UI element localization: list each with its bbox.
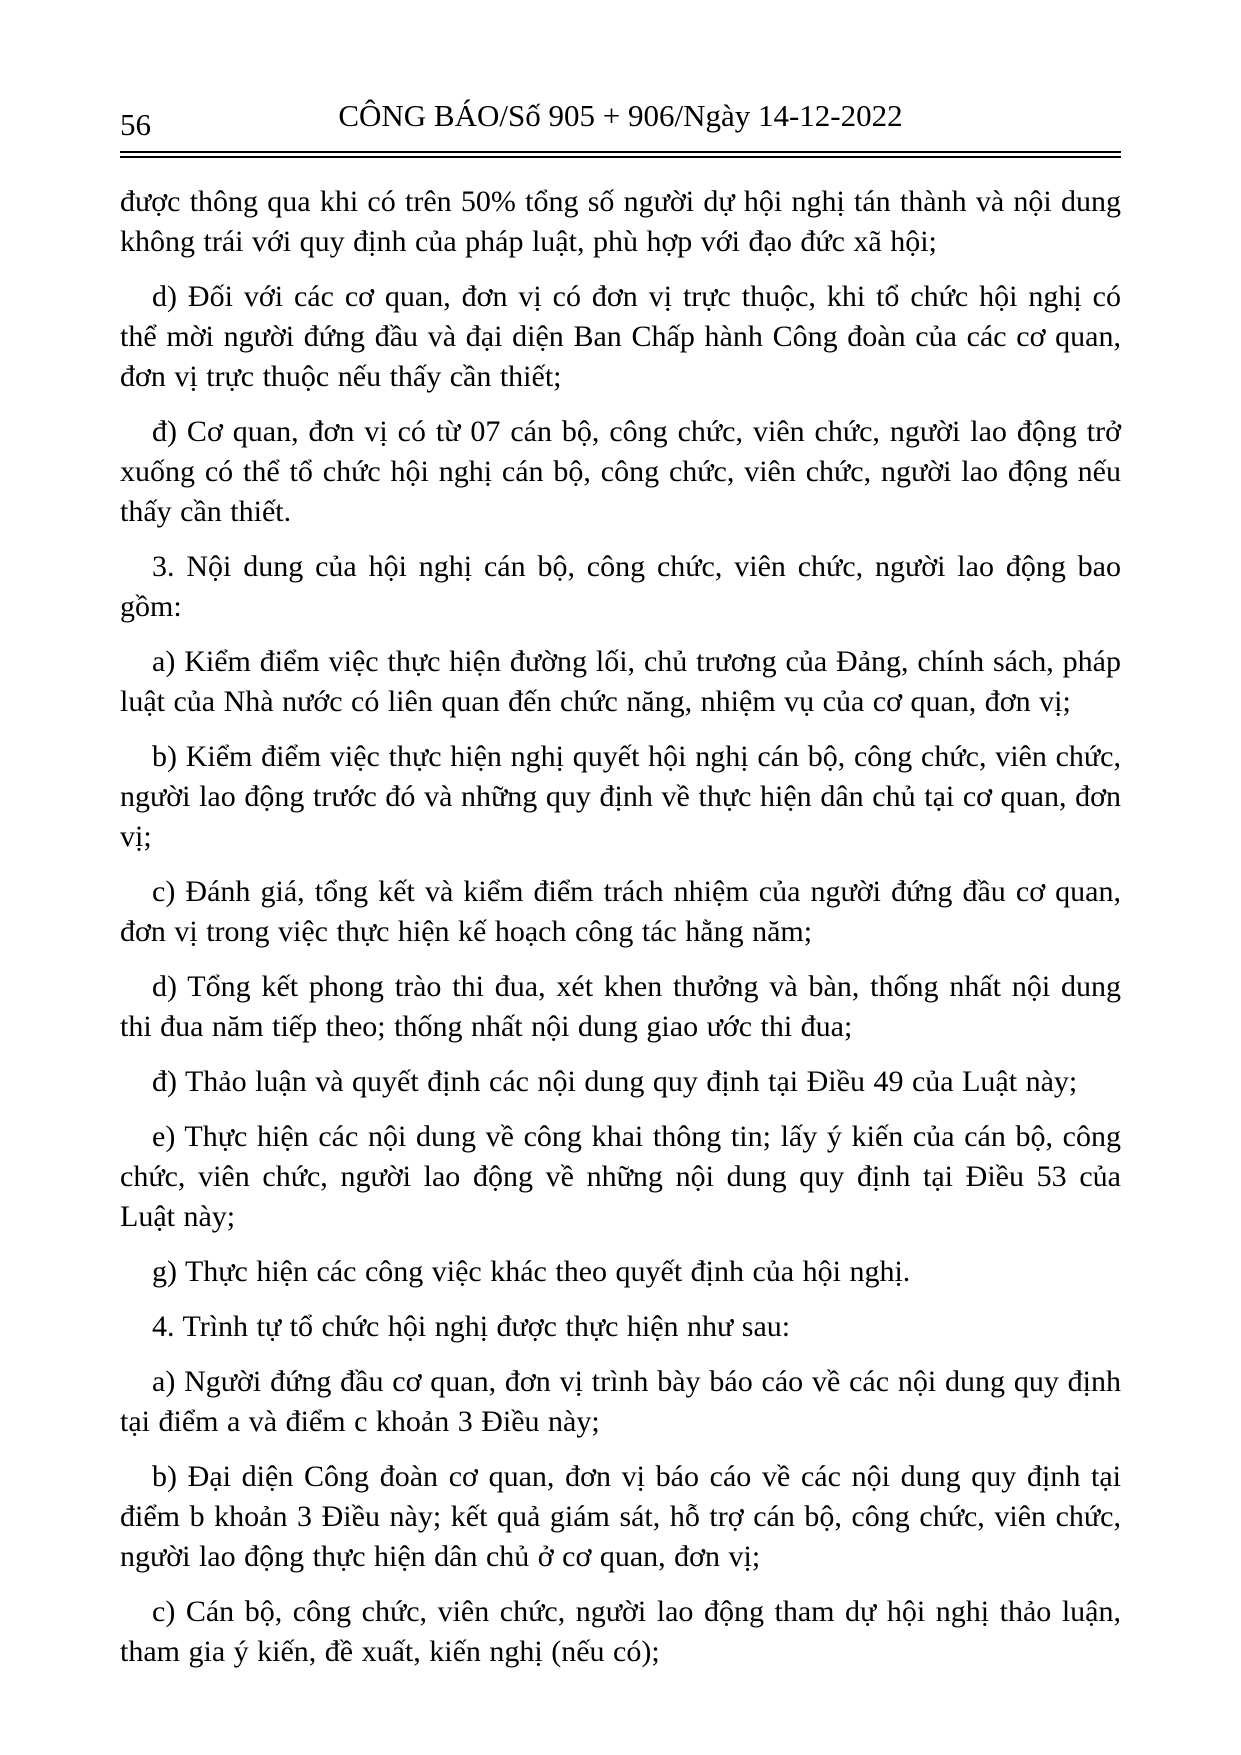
paragraph-clause-4-point-a: a) Người đứng đầu cơ quan, đơn vị trình bày báo cáo về các nội dung quy định tại điểm a và điểm c khoản 3 Điều này; [120, 1365, 1121, 1438]
paragraph-clause-3-point-e: e) Thực hiện các nội dung về công khai thông tin; lấy ý kiến của cán bộ, công chức, viên chức, người lao động về những nội dung quy định tại Điều 53 của Luật này; [120, 1120, 1121, 1233]
paragraph-clause-3-point-b: b) Kiểm điểm việc thực hiện nghị quyết hội nghị cán bộ, công chức, viên chức, người lao động trước đó và những quy định về thực hiện dân chủ tại cơ quan, đơn vị; [120, 740, 1121, 853]
paragraph-clause-3-point-a: a) Kiểm điểm việc thực hiện đường lối, chủ trương của Đảng, chính sách, pháp luật của Nhà nước có liên quan đến chức năng, nhiệm vụ của cơ quan, đơn vị; [120, 645, 1121, 718]
page-header [120, 0, 1121, 140]
paragraph-clause-3-point-dd: đ) Thảo luận và quyết định các nội dung quy định tại Điều 49 của Luật này; [152, 1065, 1078, 1098]
document-body [120, 182, 1121, 1672]
paragraph-continuation: được thông qua khi có trên 50% tổng số người dự hội nghị tán thành và nội dung không trái với quy định của pháp luật, phù hợp với đạo đức xã hội; [120, 185, 1121, 258]
paragraph-point-d: d) Đối với các cơ quan, đơn vị có đơn vị trực thuộc, khi tổ chức hội nghị có thể mời người đứng đầu và đại diện Ban Chấp hành Công đoàn của các cơ quan, đơn vị trực thuộc nếu thấy cần thiết; [120, 280, 1121, 393]
paragraph-clause-4-point-c: c) Cán bộ, công chức, viên chức, người lao động tham dự hội nghị thảo luận, tham gia ý kiến, đề xuất, kiến nghị (nếu có); [120, 1595, 1121, 1668]
paragraph-clause-3-point-d: d) Tổng kết phong trào thi đua, xét khen thưởng và bàn, thống nhất nội dung thi đua năm tiếp theo; thống nhất nội dung giao ước thi đua; [120, 970, 1121, 1043]
paragraph-point-dd: đ) Cơ quan, đơn vị có từ 07 cán bộ, công chức, viên chức, người lao động trở xuống có thể tổ chức hội nghị cán bộ, công chức, viên chức, người lao động nếu thấy cần thiết. [120, 415, 1121, 528]
header-double-rule [120, 151, 1121, 158]
paragraph-clause-3: 3. Nội dung của hội nghị cán bộ, công chức, viên chức, người lao động bao gồm: [120, 550, 1121, 623]
paragraph-clause-4-point-b: b) Đại diện Công đoàn cơ quan, đơn vị báo cáo về các nội dung quy định tại điểm b khoản 3 Điều này; kết quả giám sát, hỗ trợ cán bộ, công chức, viên chức, người lao động thực hiện dân chủ ở cơ quan, đơn vị; [120, 1460, 1121, 1573]
page-number: 56 [120, 107, 151, 142]
paragraph-clause-3-point-c: c) Đánh giá, tổng kết và kiểm điểm trách nhiệm của người đứng đầu cơ quan, đơn vị trong việc thực hiện kế hoạch công tác hằng năm; [120, 875, 1121, 948]
paragraph-clause-3-point-g: g) Thực hiện các công việc khác theo quyết định của hội nghị. [152, 1255, 911, 1288]
paragraph-clause-4: 4. Trình tự tổ chức hội nghị được thực hiện như sau: [152, 1310, 791, 1343]
gazette-header-title: CÔNG BÁO/Số 905 + 906/Ngày 14-12-2022 [338, 98, 903, 133]
